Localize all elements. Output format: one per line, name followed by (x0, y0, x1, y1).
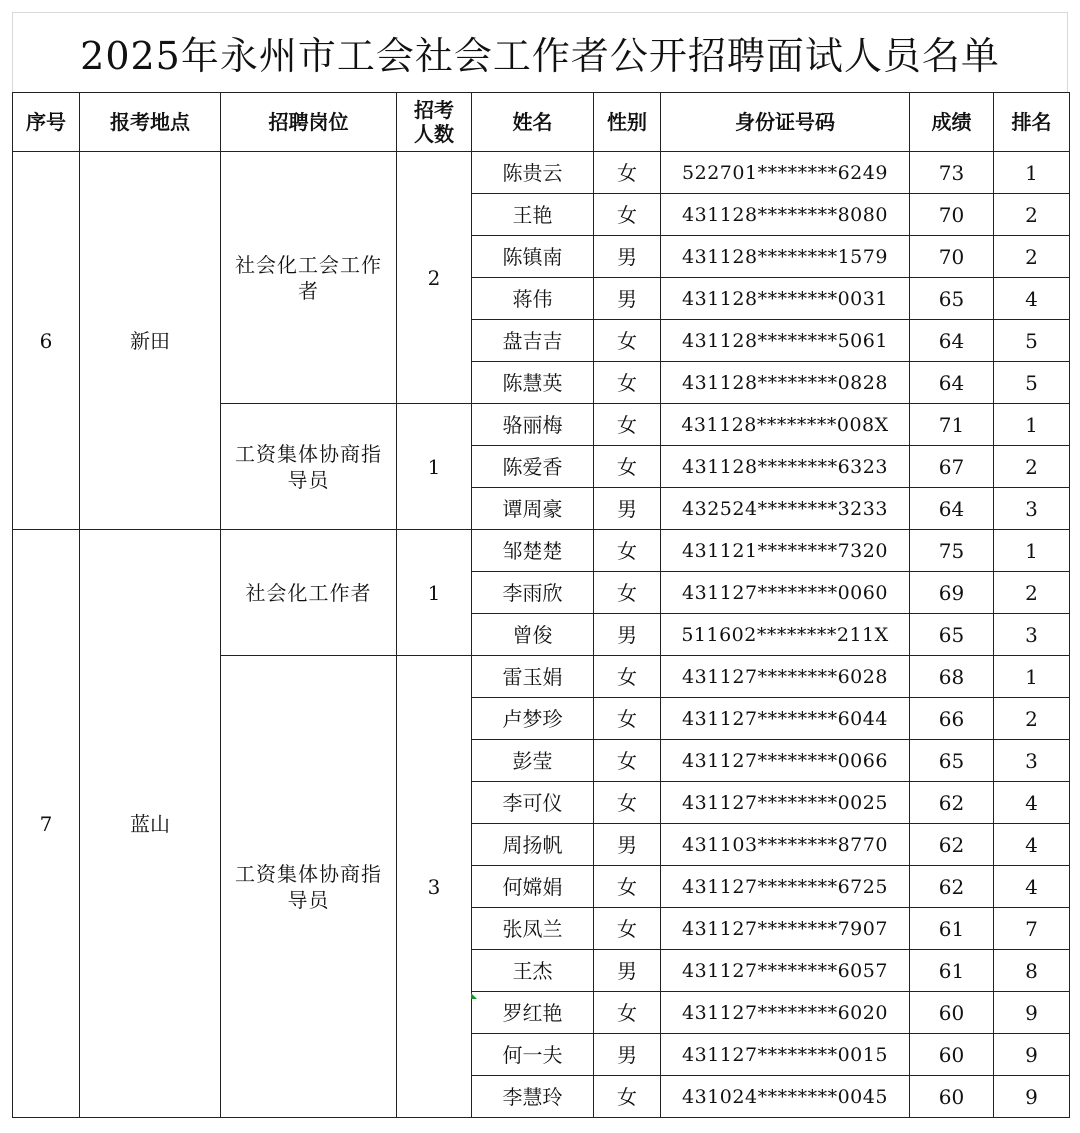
header-row (13, 93, 1070, 152)
rank-cell: 1 (994, 656, 1070, 698)
position-cell: 工资集体协商指导员 (221, 404, 397, 530)
id-number-cell: 431127********7907 (661, 908, 910, 950)
gender-cell: 男 (594, 614, 661, 656)
score-cell: 68 (910, 656, 994, 698)
score-cell: 62 (910, 824, 994, 866)
name-cell: 陈镇南 (472, 236, 594, 278)
id-number-cell: 431128********0031 (661, 278, 910, 320)
name-cell: 蒋伟 (472, 278, 594, 320)
gender-cell: 女 (594, 572, 661, 614)
id-number-cell: 431127********0025 (661, 782, 910, 824)
header-rank: 排名 (994, 93, 1070, 152)
score-cell: 64 (910, 362, 994, 404)
id-number-cell: 431127********6044 (661, 698, 910, 740)
name-cell: 李可仪 (472, 782, 594, 824)
table-body (13, 152, 1070, 1118)
id-number-cell: 431121********7320 (661, 530, 910, 572)
name-cell: 陈贵云 (472, 152, 594, 194)
score-cell: 62 (910, 782, 994, 824)
quota-cell: 3 (397, 656, 472, 1118)
id-number-cell: 431127********0066 (661, 740, 910, 782)
rank-cell: 3 (994, 740, 1070, 782)
score-cell: 65 (910, 740, 994, 782)
gender-cell: 女 (594, 866, 661, 908)
rank-cell: 3 (994, 488, 1070, 530)
name-cell: 卢梦珍 (472, 698, 594, 740)
quota-cell: 1 (397, 530, 472, 656)
score-cell: 75 (910, 530, 994, 572)
score-cell: 64 (910, 320, 994, 362)
name-cell: 王艳 (472, 194, 594, 236)
rank-cell: 2 (994, 698, 1070, 740)
seq-cell: 6 (13, 152, 80, 530)
score-cell: 65 (910, 278, 994, 320)
id-number-cell: 431128********6323 (661, 446, 910, 488)
score-cell: 64 (910, 488, 994, 530)
name-cell: 陈爱香 (472, 446, 594, 488)
gender-cell: 男 (594, 1034, 661, 1076)
name-cell: 彭莹 (472, 740, 594, 782)
table-row (13, 152, 1070, 194)
id-number-cell: 431024********0045 (661, 1076, 910, 1118)
rank-cell: 9 (994, 1034, 1070, 1076)
gender-cell: 女 (594, 908, 661, 950)
score-cell: 60 (910, 992, 994, 1034)
header-quota-label: 招考人数 (414, 98, 454, 146)
name-cell: 何嫦娟 (472, 866, 594, 908)
gender-cell: 男 (594, 278, 661, 320)
score-cell: 67 (910, 446, 994, 488)
name-cell: 周扬帆 (472, 824, 594, 866)
rank-cell: 5 (994, 362, 1070, 404)
gender-cell: 女 (594, 404, 661, 446)
score-cell: 65 (910, 614, 994, 656)
gender-cell: 男 (594, 950, 661, 992)
gender-cell: 女 (594, 194, 661, 236)
rank-cell: 9 (994, 1076, 1070, 1118)
rank-cell: 1 (994, 530, 1070, 572)
id-number-cell: 431127********6057 (661, 950, 910, 992)
name-cell: 何一夫 (472, 1034, 594, 1076)
title-box (12, 12, 1068, 92)
id-number-cell: 522701********6249 (661, 152, 910, 194)
rank-cell: 2 (994, 572, 1070, 614)
header-id: 身份证号码 (661, 93, 910, 152)
id-number-cell: 431127********0060 (661, 572, 910, 614)
position-cell: 工资集体协商指导员 (221, 656, 397, 1118)
gender-cell: 女 (594, 446, 661, 488)
id-number-cell: 431127********6020 (661, 992, 910, 1034)
header-position: 招聘岗位 (221, 93, 397, 152)
header-seq: 序号 (13, 93, 80, 152)
table-row (13, 530, 1070, 572)
name-cell: 张凤兰 (472, 908, 594, 950)
id-number-cell: 431128********0828 (661, 362, 910, 404)
id-number-cell: 431128********8080 (661, 194, 910, 236)
rank-cell: 1 (994, 404, 1070, 446)
id-number-cell: 511602********211X (661, 614, 910, 656)
gender-cell: 男 (594, 488, 661, 530)
score-cell: 60 (910, 1076, 994, 1118)
id-number-cell: 431127********0015 (661, 1034, 910, 1076)
gender-cell: 女 (594, 320, 661, 362)
name-cell: 雷玉娟 (472, 656, 594, 698)
score-cell: 66 (910, 698, 994, 740)
gender-cell: 女 (594, 740, 661, 782)
id-number-cell: 431127********6028 (661, 656, 910, 698)
gender-cell: 女 (594, 362, 661, 404)
score-cell: 60 (910, 1034, 994, 1076)
name-cell: 骆丽梅 (472, 404, 594, 446)
score-cell: 73 (910, 152, 994, 194)
rank-cell: 2 (994, 236, 1070, 278)
location-cell: 新田 (80, 152, 221, 530)
rank-cell: 9 (994, 992, 1070, 1034)
score-cell: 62 (910, 866, 994, 908)
rank-cell: 7 (994, 908, 1070, 950)
gender-cell: 男 (594, 236, 661, 278)
name-cell: 罗红艳 (472, 992, 594, 1034)
rank-cell: 5 (994, 320, 1070, 362)
score-cell: 70 (910, 236, 994, 278)
score-cell: 61 (910, 950, 994, 992)
header-quota (397, 93, 472, 152)
name-cell: 曾俊 (472, 614, 594, 656)
location-cell: 蓝山 (80, 530, 221, 1118)
id-number-cell: 431128********5061 (661, 320, 910, 362)
score-cell: 71 (910, 404, 994, 446)
id-number-cell: 431128********1579 (661, 236, 910, 278)
rank-cell: 1 (994, 152, 1070, 194)
score-cell: 61 (910, 908, 994, 950)
rank-cell: 8 (994, 950, 1070, 992)
seq-cell: 7 (13, 530, 80, 1118)
gender-cell: 女 (594, 152, 661, 194)
interview-list-table (12, 92, 1070, 1118)
rank-cell: 4 (994, 782, 1070, 824)
gender-cell: 女 (594, 656, 661, 698)
name-cell: 谭周豪 (472, 488, 594, 530)
rank-cell: 4 (994, 824, 1070, 866)
quota-cell: 2 (397, 152, 472, 404)
name-cell: 李慧玲 (472, 1076, 594, 1118)
rank-cell: 2 (994, 446, 1070, 488)
position-cell: 社会化工作者 (221, 530, 397, 656)
page-title: 2025年永州市工会社会工作者公开招聘面试人员名单 (80, 34, 1000, 78)
cell-comment-marker (471, 993, 477, 999)
score-cell: 69 (910, 572, 994, 614)
rank-cell: 2 (994, 194, 1070, 236)
gender-cell: 女 (594, 1076, 661, 1118)
name-cell: 邹楚楚 (472, 530, 594, 572)
gender-cell: 女 (594, 530, 661, 572)
gender-cell: 男 (594, 824, 661, 866)
header-gender: 性别 (594, 93, 661, 152)
id-number-cell: 431128********008X (661, 404, 910, 446)
id-number-cell: 432524********3233 (661, 488, 910, 530)
name-cell: 王杰 (472, 950, 594, 992)
gender-cell: 女 (594, 782, 661, 824)
gender-cell: 女 (594, 992, 661, 1034)
position-cell: 社会化工会工作者 (221, 152, 397, 404)
quota-cell: 1 (397, 404, 472, 530)
rank-cell: 4 (994, 866, 1070, 908)
rank-cell: 3 (994, 614, 1070, 656)
name-cell: 陈慧英 (472, 362, 594, 404)
id-number-cell: 431127********6725 (661, 866, 910, 908)
table-header (13, 93, 1070, 152)
name-cell: 李雨欣 (472, 572, 594, 614)
score-cell: 70 (910, 194, 994, 236)
header-score: 成绩 (910, 93, 994, 152)
header-location: 报考地点 (80, 93, 221, 152)
gender-cell: 女 (594, 698, 661, 740)
id-number-cell: 431103********8770 (661, 824, 910, 866)
header-name: 姓名 (472, 93, 594, 152)
name-cell: 盘吉吉 (472, 320, 594, 362)
rank-cell: 4 (994, 278, 1070, 320)
